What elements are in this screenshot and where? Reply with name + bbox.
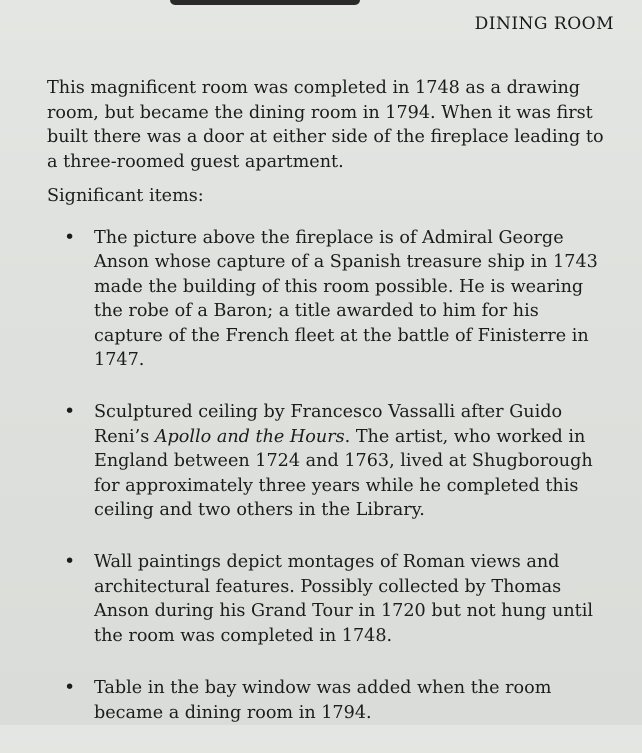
list-item-text: Table in the bay window was added when the room became a dining room in 1794.	[94, 678, 552, 723]
intro-paragraph: This magnificent room was completed in 1748 as a drawing room, but became the dining room in 1794. When it was first built there was a door at either side of the fireplace leading to a three-roomed guest apartment.	[47, 78, 604, 172]
bullet-icon: •	[64, 550, 76, 573]
list-item-text: Wall paintings depict montages of Roman views and architectural features. Possibly collected by Thomas Anson during his Grand Tour in 1720 but not hung until the room was completed in 1748.	[94, 552, 594, 646]
significant-items-list	[52, 226, 612, 753]
list-item	[52, 226, 612, 372]
artwork-title: Apollo and the Hours	[154, 426, 345, 447]
page-title: DINING ROOM	[474, 14, 614, 34]
list-item-text: The picture above the fireplace is of Admiral George Anson whose capture of a Spanish treasure ship in 1743 made the building of this room possible. He is wearing the robe of a Baron; a title awarded to him for his capture of the French fleet at the battle of Finisterre in 1747.	[94, 228, 598, 371]
bullet-icon: •	[64, 400, 76, 423]
list-item-text-pre: Sculptured ceiling by Francesco Vassalli after Guido Reni’s	[94, 402, 563, 447]
bullet-icon: •	[64, 676, 76, 699]
list-item	[52, 676, 612, 725]
list-item	[52, 550, 612, 648]
bullet-icon: •	[64, 226, 76, 248]
significant-items-label: Significant items:	[47, 186, 204, 206]
list-item	[52, 400, 612, 522]
frame-top-edge	[170, 0, 360, 5]
list-item-text-post: . The artist, who worked in England between 1724 and 1763, lived at Shugborough for approximately three years while he completed this ceiling and two others in the Library.	[94, 426, 593, 521]
